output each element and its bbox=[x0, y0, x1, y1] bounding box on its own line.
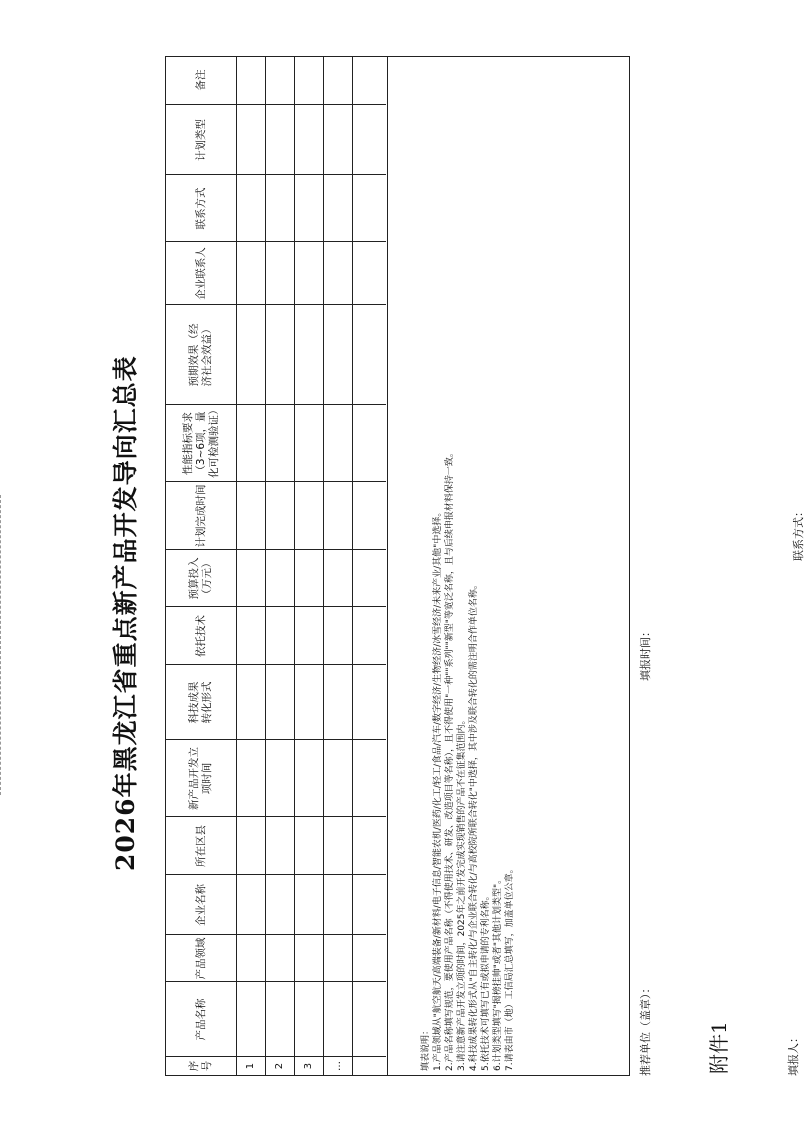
header-product-name: 产品名称 bbox=[194, 998, 207, 1041]
header-plan-type: 计划类型 bbox=[194, 119, 207, 161]
header-transfer-form: 科技成果转化形式 bbox=[188, 681, 213, 724]
contact-label: 联系方式： bbox=[792, 506, 805, 561]
recommending-unit-label: 推荐单位（盖章）： bbox=[639, 982, 652, 1076]
instruction-item: 1.产品领域从"航空航天/高端装备/新材料/电子信息/智能农机/医药/化工/轻工/食品/汽车/数字经济/生物经济/冰雪经济/未来产业/其他"中选择。 bbox=[433, 507, 443, 1071]
row-number: 2 bbox=[274, 1062, 285, 1070]
header-contact-person: 企业联系人 bbox=[194, 247, 207, 300]
instruction-item: 3.请注意新产品开发立项的时间，2025年之前开发完成实现销售的产品不在征集范围内。 bbox=[457, 715, 467, 1071]
row-divider bbox=[236, 57, 237, 1075]
filling-instructions bbox=[388, 57, 628, 1075]
row-divider bbox=[352, 57, 353, 1075]
header-expected-effect: 预期效果（经济社会效益） bbox=[188, 323, 213, 387]
row-number: 3 bbox=[303, 1062, 314, 1070]
page-title: 2026年黑龙江省重点新产品开发导向汇总表 bbox=[111, 355, 140, 871]
fill-time-label: 填报时间： bbox=[639, 626, 652, 681]
row-divider bbox=[265, 57, 266, 1075]
header-tech: 依托技术 bbox=[194, 615, 207, 657]
header-company-name: 企业名称 bbox=[194, 884, 207, 926]
header-budget: 预算投入（万元） bbox=[188, 557, 213, 600]
instruction-item: 6.计划类型填写"揭榜挂帅"或者"其他计划类型"。 bbox=[493, 874, 503, 1071]
header-seq: 序号 bbox=[188, 1060, 213, 1072]
attachment-label: 附件1 bbox=[707, 1021, 731, 1074]
header-plan-time: 计划完成时间 bbox=[194, 484, 207, 548]
row-divider bbox=[294, 57, 295, 1075]
row-number: … bbox=[332, 1061, 343, 1071]
filler-label: 填报人： bbox=[787, 1032, 800, 1076]
instructions-heading: 填表说明： bbox=[421, 1025, 431, 1071]
summary-table bbox=[165, 56, 630, 1076]
header-performance: 性能指标要求（3~6项，量化可检测验证） bbox=[181, 404, 220, 478]
header-district: 所在区县 bbox=[194, 825, 207, 867]
header-remarks: 备注 bbox=[194, 69, 207, 91]
header-product-field: 产品领域 bbox=[194, 937, 207, 980]
instruction-item: 5.依托技术可填写已有或拟申请的专利名称。 bbox=[481, 891, 491, 1071]
header-contact-method: 联系方式 bbox=[194, 187, 207, 230]
instruction-item: 4.科技成果转化形式从"自主转化/与企业联合转化/与高校院所联合转化"中选择，其中涉及联合转化的需注明合作单位名称。 bbox=[469, 580, 479, 1071]
row-number: 1 bbox=[245, 1062, 256, 1070]
row-divider bbox=[323, 57, 324, 1075]
instruction-item: 2.产品名称填写规范，要使用产品名称（不得使用技术、研发、改造项目等名称），且不得使用"一种""系列""新型"等宽泛名称，且与后续申报材料保持一致。 bbox=[445, 448, 455, 1071]
instruction-item: 7.请表由市（地）工信局汇总填写，加盖单位公章。 bbox=[505, 864, 515, 1071]
header-project-time: 新产品开发立项时间 bbox=[188, 747, 213, 810]
